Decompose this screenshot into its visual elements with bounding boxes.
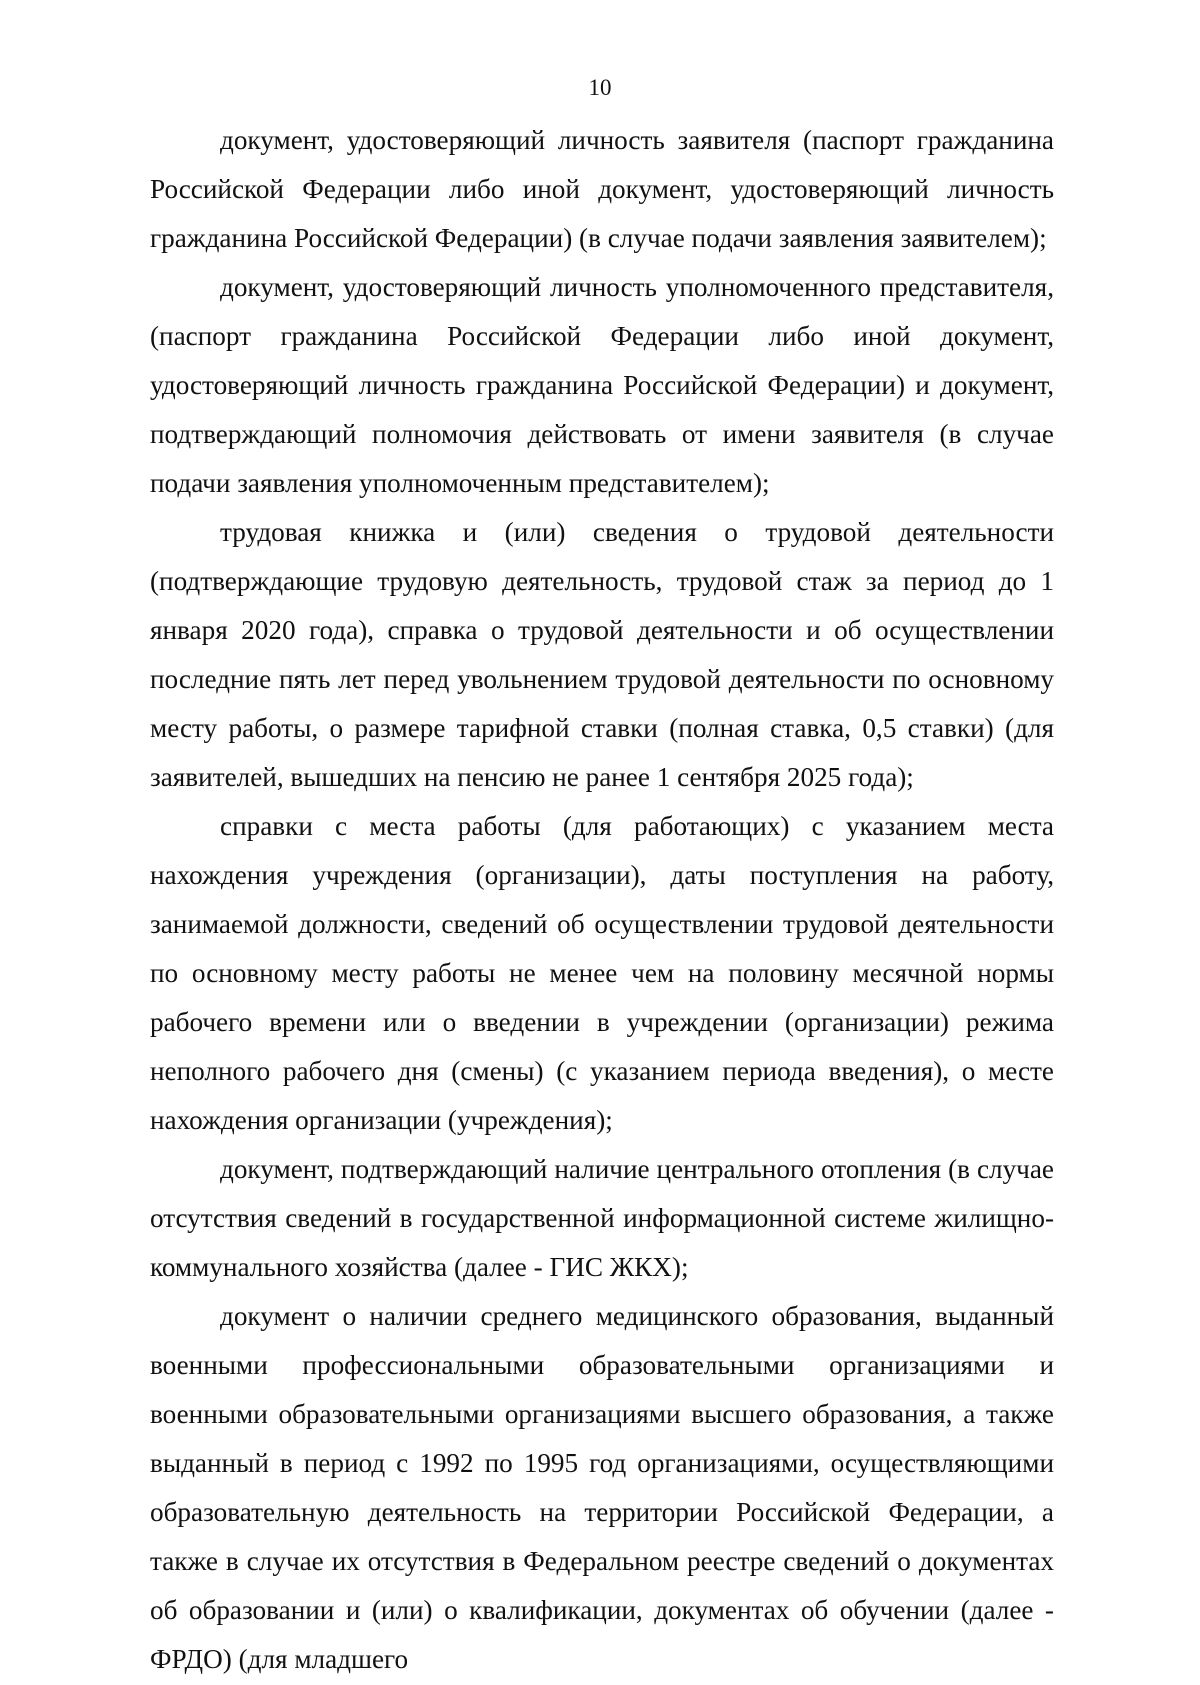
paragraph-central-heating-document: документ, подтверждающий наличие центрального отопления (в случае отсутствия сведений в государственной информационной системе жилищно-коммунального хозяйства (далее - ГИС ЖКХ); (150, 1154, 1054, 1282)
paragraph-workplace-certificates: справки с места работы (для работающих) с указанием места нахождения учреждения (организации), даты поступления на работу, занимаемой должности, сведений об осуществлении трудовой деятельности по основному месту работы не менее чем на половину месячной нормы рабочего времени или о введении в учреждении (организации) режима неполного рабочего дня (смены) (с указанием периода введения), о месте нахождения организации (учреждения); (150, 811, 1054, 1135)
paragraph-employment-record: трудовая книжка и (или) сведения о трудовой деятельности (подтверждающие трудовую деятельность, трудовой стаж за период до 1 января 2020 года), справка о трудовой деятельности и об осуществлении последние пять лет перед увольнением трудовой деятельности по основному месту работы, о размере тарифной ставки (полная ставка, 0,5 ставки) (для заявителей, вышедших на пенсию не ранее 1 сентября 2025 года); (150, 517, 1054, 792)
paragraph-applicant-id-document: документ, удостоверяющий личность заявителя (паспорт гражданина Российской Федерации либо иной документ, удостоверяющий личность гражданина Российской Федерации) (в случае подачи заявления заявителем); (150, 125, 1054, 253)
paragraph-medical-education-document: документ о наличии среднего медицинского образования, выданный военными профессиональными образовательными организациями и военными образовательными организациями высшего образования, а также выданный в период с 1992 по 1995 год организациями, осуществляющими образовательную деятельность на территории Российской Федерации, а также в случае их отсутствия в Федеральном реестре сведений о документах об образовании и (или) о квалификации, документах об обучении (далее - ФРДО) (для младшего (150, 1301, 1054, 1674)
document-body (150, 116, 1054, 1684)
paragraph-representative-id-document: документ, удостоверяющий личность уполномоченного представителя, (паспорт гражданина Российской Федерации либо иной документ, удостоверяющий личность гражданина Российской Федерации) и документ, подтверждающий полномочия действовать от имени заявителя (в случае подачи заявления уполномоченным представителем); (150, 272, 1054, 498)
page-number: 10 (588, 75, 612, 100)
